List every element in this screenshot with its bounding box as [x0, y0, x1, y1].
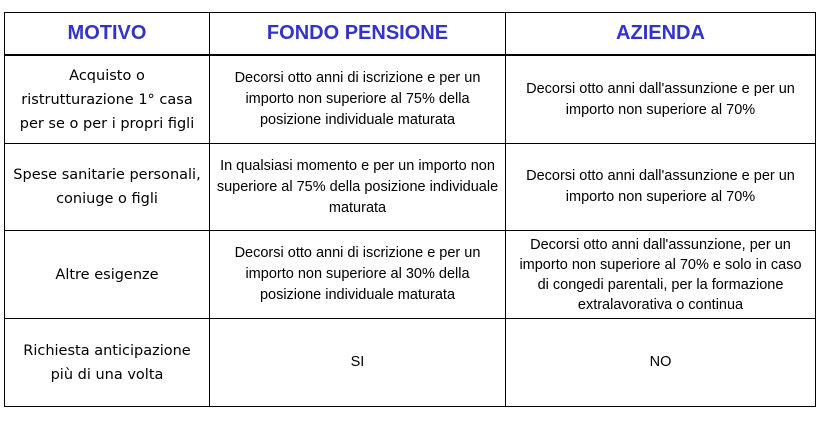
- comparison-table-container: [4, 12, 816, 407]
- header-motivo: MOTIVO: [5, 13, 210, 56]
- cell-fondo-pensione: SI: [210, 319, 506, 407]
- table-row: [5, 144, 816, 231]
- header-azienda: AZIENDA: [506, 13, 816, 56]
- cell-fondo-pensione: Decorsi otto anni di iscrizione e per un importo non superiore al 30% della posizione individuale maturata: [210, 231, 506, 319]
- cell-azienda: Decorsi otto anni dall'assunzione, per un importo non superiore al 70% e solo in caso di congedi parentali, per la formazione extralavorativa o continua: [506, 231, 816, 319]
- table-header-row: [5, 13, 816, 56]
- comparison-table: [4, 12, 816, 407]
- cell-azienda: NO: [506, 319, 816, 407]
- cell-motivo: Altre esigenze: [5, 231, 210, 319]
- cell-fondo-pensione: Decorsi otto anni di iscrizione e per un importo non superiore al 75% della posizione individuale maturata: [210, 55, 506, 144]
- table-row: [5, 55, 816, 144]
- header-fondo-pensione: FONDO PENSIONE: [210, 13, 506, 56]
- cell-azienda: Decorsi otto anni dall'assunzione e per un importo non superiore al 70%: [506, 55, 816, 144]
- cell-motivo: Acquisto o ristrutturazione 1° casa per se o per i propri figli: [5, 55, 210, 144]
- cell-azienda: Decorsi otto anni dall'assunzione e per un importo non superiore al 70%: [506, 144, 816, 231]
- table-row: [5, 319, 816, 407]
- cell-motivo: Spese sanitarie personali, coniuge o figli: [5, 144, 210, 231]
- table-row: [5, 231, 816, 319]
- cell-fondo-pensione: In qualsiasi momento e per un importo non superiore al 75% della posizione individuale maturata: [210, 144, 506, 231]
- cell-motivo: Richiesta anticipazione più di una volta: [5, 319, 210, 407]
